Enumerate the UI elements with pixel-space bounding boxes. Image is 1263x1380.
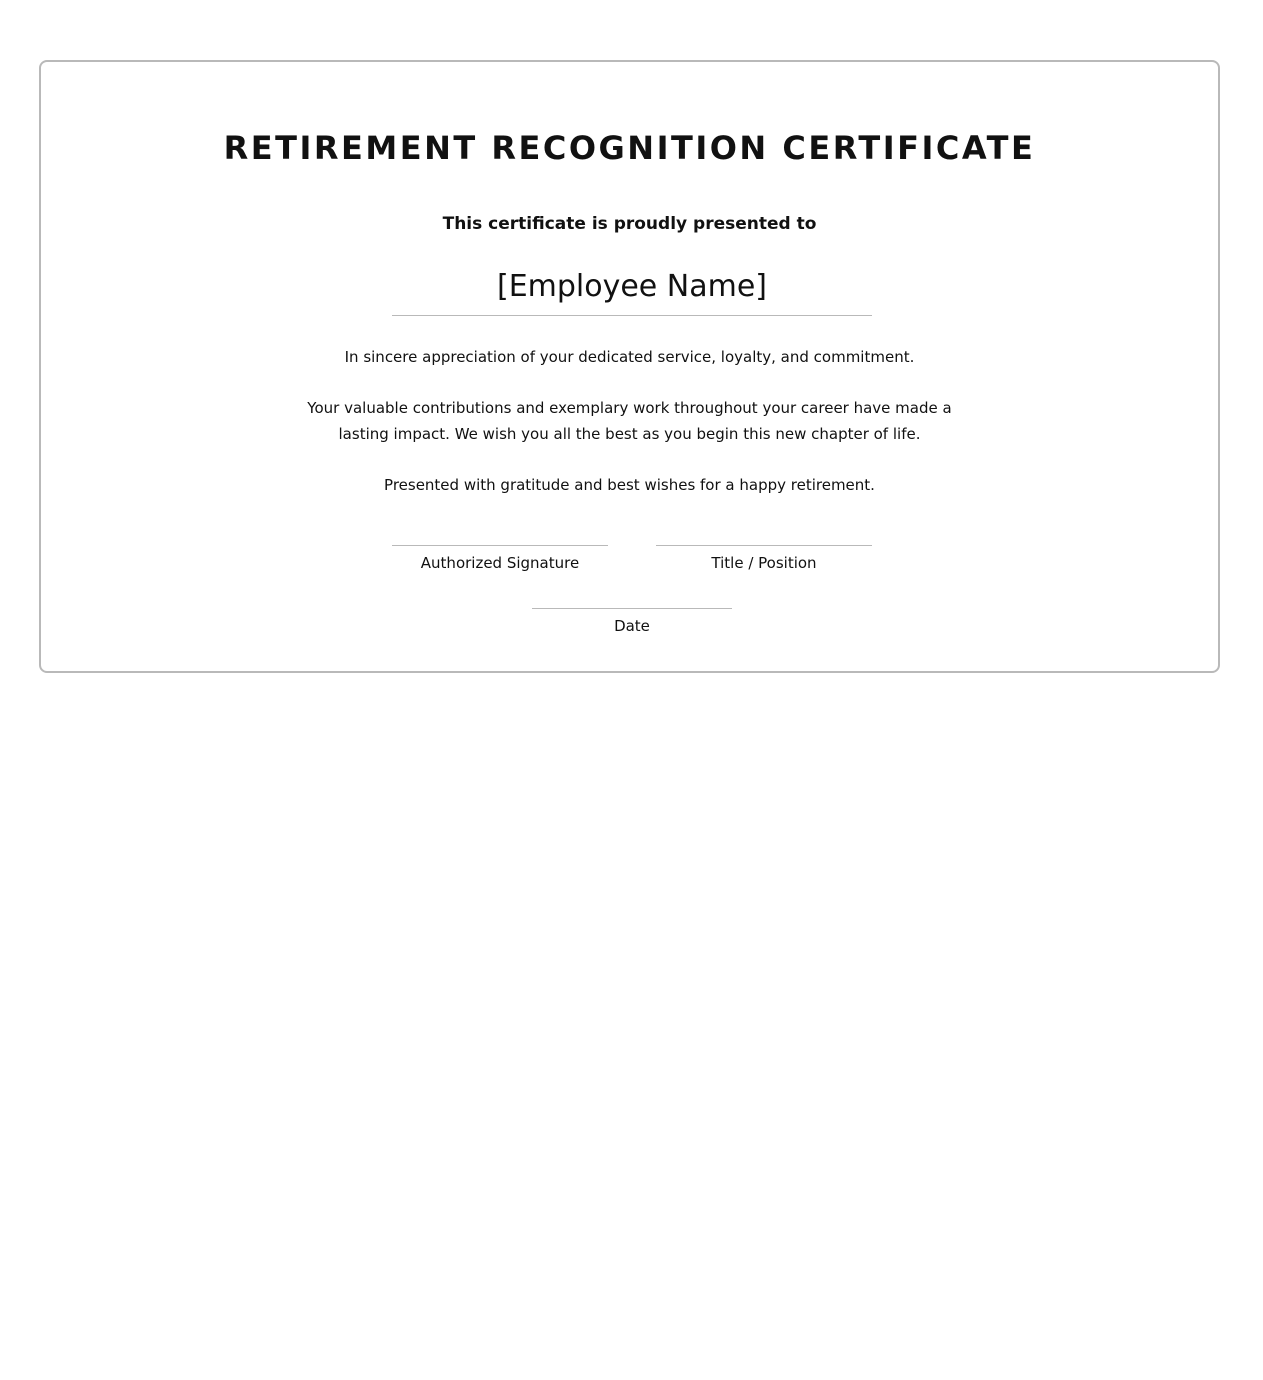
title-position-label: Title / Position [711, 554, 817, 572]
title-position-line[interactable] [656, 545, 872, 546]
presented-to-text: This certificate is proudly presented to [442, 214, 817, 234]
signature-label: Authorized Signature [420, 554, 580, 572]
closing-paragraph: Presented with gratitude and best wishes for a happy retirement. [384, 476, 875, 494]
employee-name-field[interactable]: [Employee Name] [392, 265, 872, 316]
certificate-title: RETIREMENT RECOGNITION CERTIFICATE [223, 129, 1036, 167]
date-line[interactable] [532, 608, 732, 609]
appreciation-paragraph: In sincere appreciation of your dedicated service, loyalty, and commitment. [344, 348, 915, 366]
contributions-paragraph: Your valuable contributions and exemplary work throughout your career have made a lasting impact. We wish you all the best as you begin this new chapter of life. [307, 399, 952, 443]
signature-line[interactable] [392, 545, 608, 546]
date-label: Date [614, 617, 650, 635]
certificate-card [39, 60, 1220, 673]
